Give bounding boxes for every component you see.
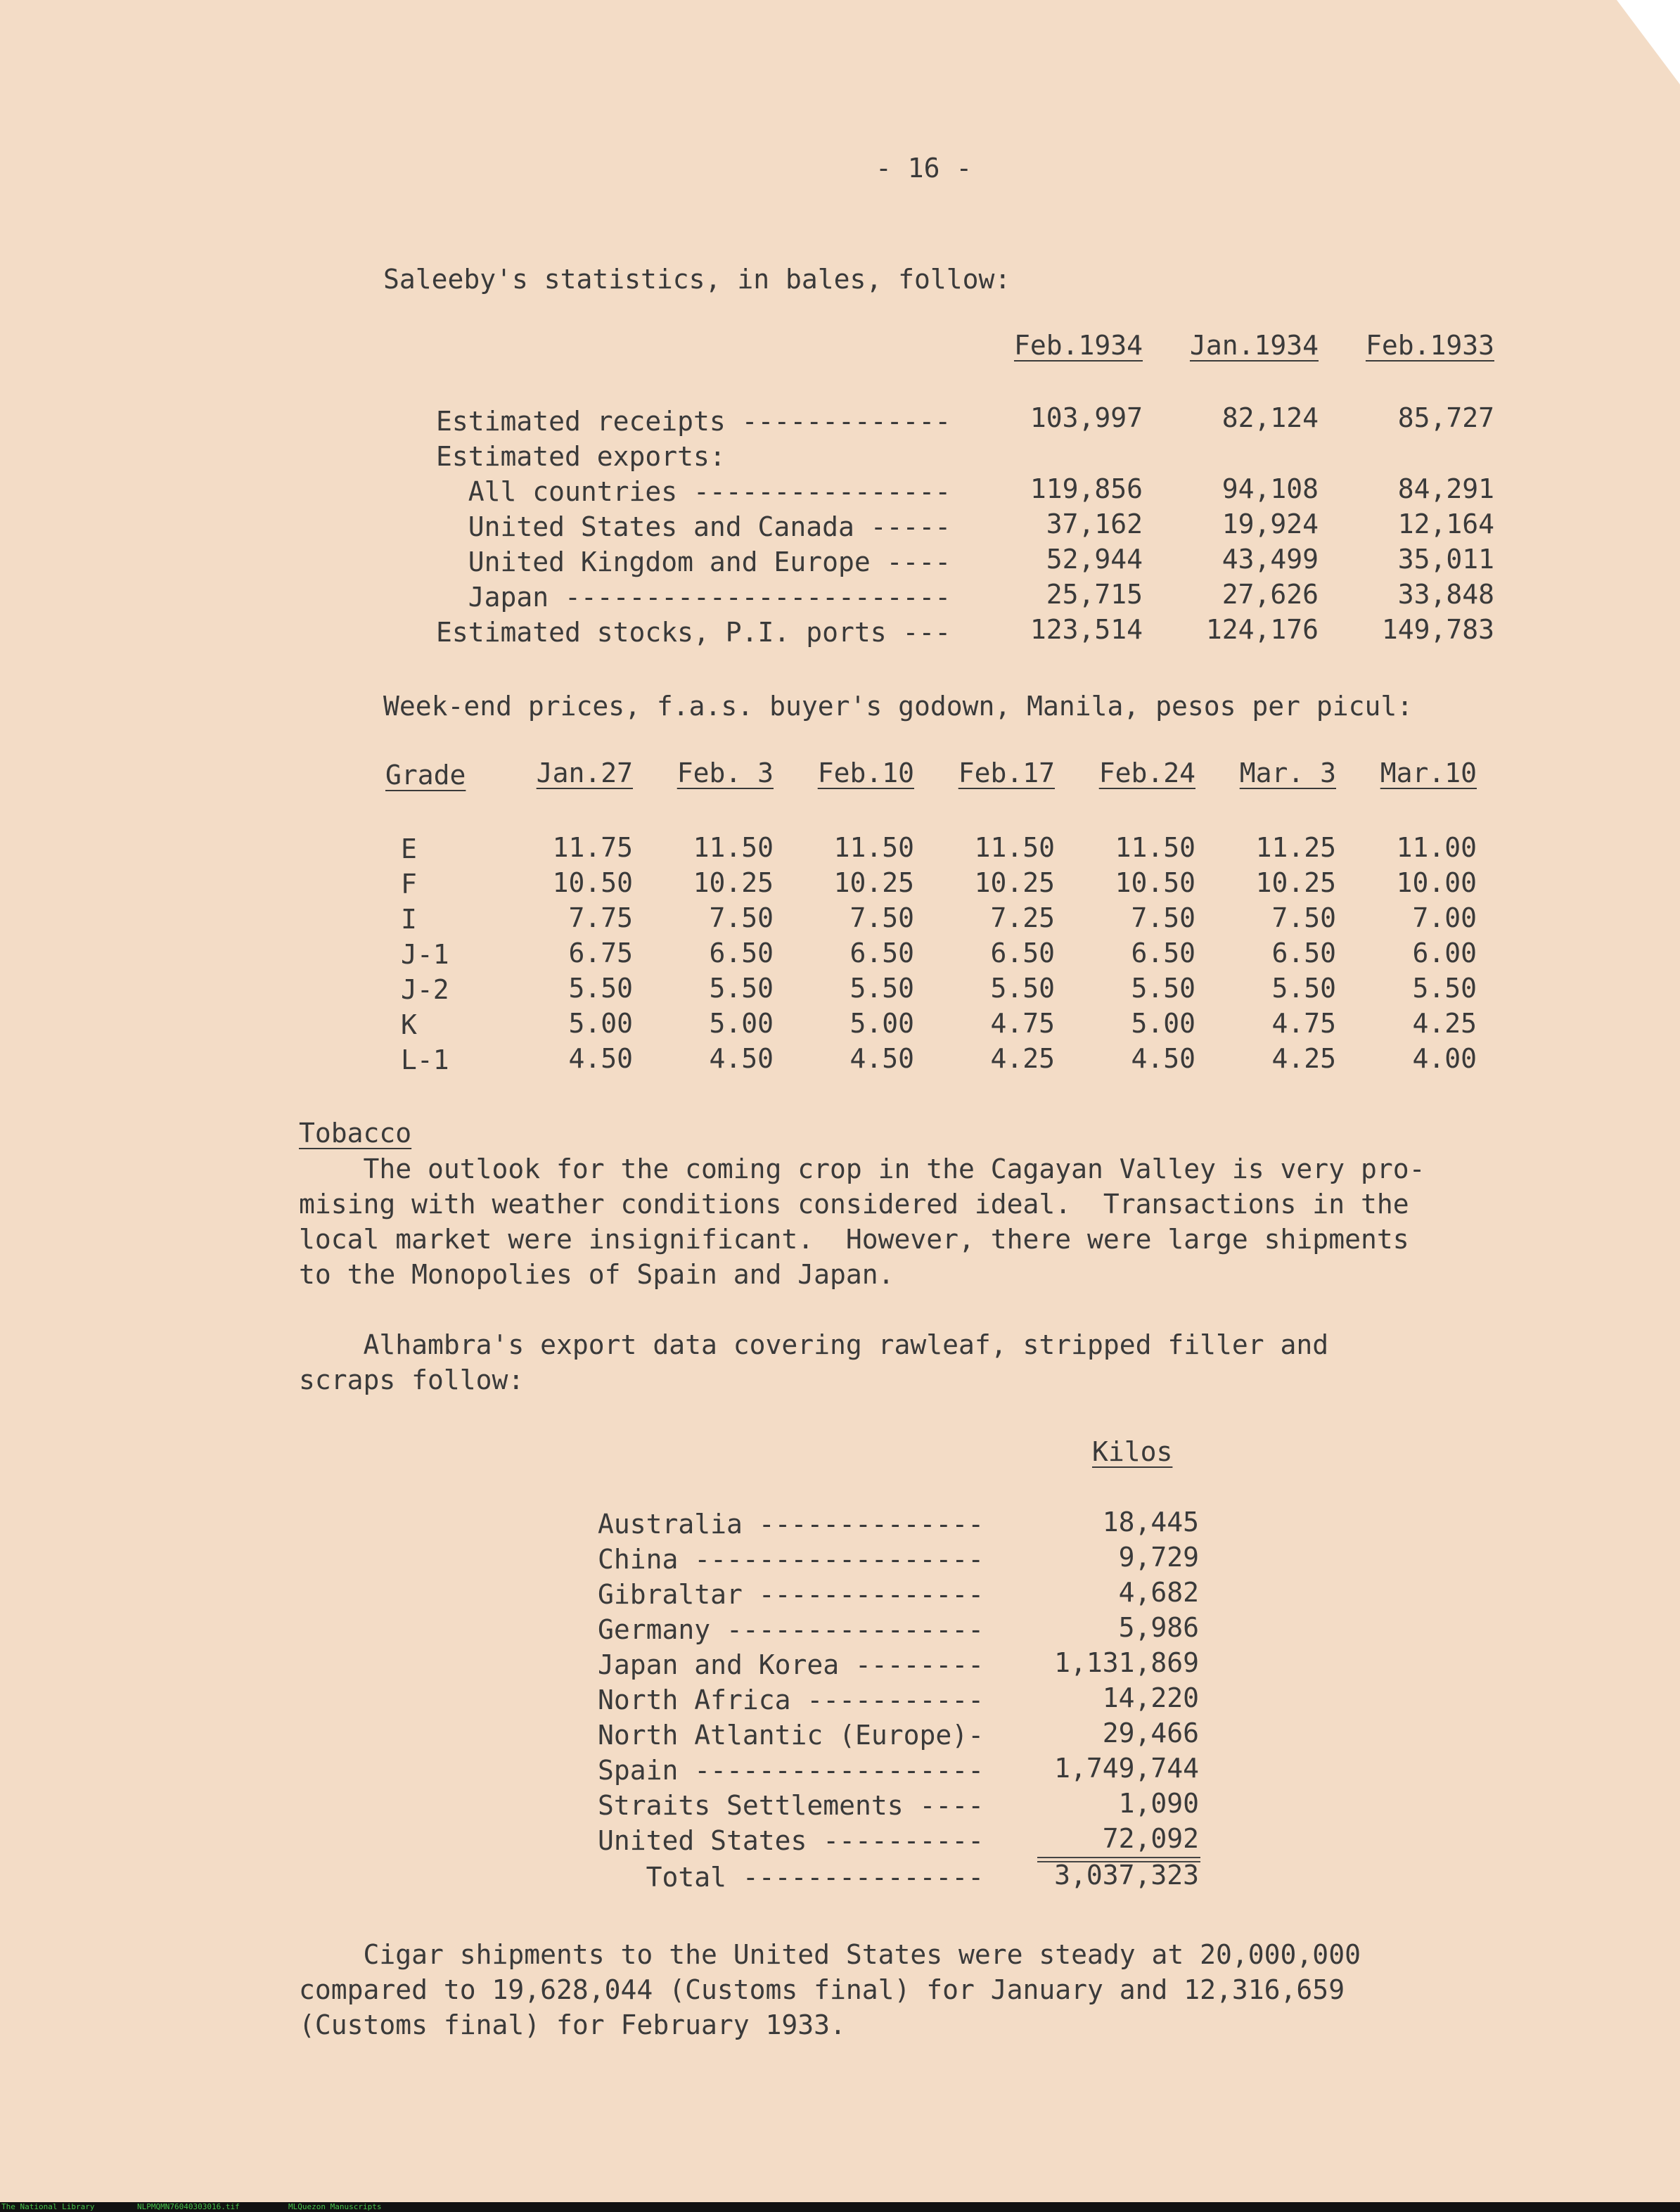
saleeby-row-label: United Kingdom and Europe ---- — [436, 546, 951, 577]
saleeby-value: 37,162 — [1046, 509, 1143, 539]
price-value: 11.50 — [693, 832, 774, 863]
tobacco-paragraph-line: to the Monopolies of Spain and Japan. — [299, 1259, 894, 1290]
price-value: 11.50 — [1115, 832, 1195, 863]
tobacco-paragraph-line: local market were insignificant. However, there were large shipments — [299, 1224, 1409, 1255]
export-kilos: 5,986 — [1118, 1612, 1199, 1643]
price-header-date: Feb. 3 — [677, 757, 774, 788]
price-value: 10.25 — [693, 867, 774, 898]
saleeby-value: 33,848 — [1397, 579, 1494, 610]
saleeby-col-header: Feb.1933 — [1365, 330, 1494, 361]
price-value: 7.50 — [1131, 902, 1195, 933]
price-value: 11.50 — [833, 832, 914, 863]
saleeby-value: 27,626 — [1221, 579, 1319, 610]
saleeby-value: 103,997 — [1030, 402, 1143, 433]
price-grade: E — [401, 833, 417, 864]
tobacco-paragraph-line: mising with weather conditions considered ideal. Transactions in the — [299, 1189, 1409, 1220]
price-value: 10.50 — [552, 867, 633, 898]
export-total-label: Total --------------- — [598, 1862, 985, 1893]
price-value: 7.50 — [1271, 902, 1336, 933]
price-value: 11.50 — [974, 832, 1055, 863]
price-value: 4.50 — [1131, 1043, 1195, 1074]
export-kilos: 4,682 — [1118, 1577, 1199, 1608]
tobacco-paragraph-line: The outlook for the coming crop in the Cagayan Valley is very pro- — [299, 1153, 1425, 1184]
saleeby-col-header: Jan.1934 — [1189, 330, 1319, 361]
saleeby-row-label: All countries ---------------- — [436, 476, 951, 507]
export-country: Gibraltar -------------- — [598, 1579, 985, 1610]
page-number: - 16 - — [876, 153, 973, 184]
saleeby-col-header: Feb.1934 — [1013, 330, 1143, 361]
price-value: 5.50 — [990, 973, 1055, 1004]
export-country: United States ---------- — [598, 1825, 985, 1856]
price-value: 6.00 — [1412, 938, 1477, 968]
price-value: 7.75 — [568, 902, 633, 933]
price-value: 7.50 — [709, 902, 774, 933]
export-kilos: 1,131,869 — [1054, 1647, 1199, 1678]
export-kilos: 29,466 — [1102, 1718, 1199, 1748]
saleeby-value: 119,856 — [1030, 473, 1143, 504]
price-header-date: Jan.27 — [536, 757, 633, 788]
price-grade: I — [401, 904, 417, 935]
export-kilos: 1,090 — [1118, 1788, 1199, 1819]
export-kilos: 14,220 — [1102, 1682, 1199, 1713]
saleeby-value: 12,164 — [1397, 509, 1494, 539]
price-grade: J-1 — [401, 939, 449, 970]
saleeby-value: 149,783 — [1381, 614, 1494, 645]
price-value: 6.75 — [568, 938, 633, 968]
saleeby-value: 19,924 — [1221, 509, 1319, 539]
archive-footer-bar — [0, 2202, 1680, 2212]
saleeby-row-label: Japan ------------------------ — [436, 582, 951, 613]
price-value: 4.75 — [990, 1008, 1055, 1039]
price-value: 10.25 — [1255, 867, 1336, 898]
saleeby-value: 94,108 — [1221, 473, 1319, 504]
export-country: Australia -------------- — [598, 1509, 985, 1540]
saleeby-row-label: United States and Canada ----- — [436, 511, 951, 542]
price-value: 7.25 — [990, 902, 1055, 933]
price-value: 10.25 — [833, 867, 914, 898]
export-country: Straits Settlements ---- — [598, 1790, 985, 1821]
price-value: 5.50 — [1412, 973, 1477, 1004]
export-country: North Africa ----------- — [598, 1684, 985, 1715]
footer-library: The National Library — [1, 2202, 95, 2211]
price-value: 11.25 — [1255, 832, 1336, 863]
price-header-date: Feb.17 — [958, 757, 1055, 788]
cigar-paragraph-line: Cigar shipments to the United States were steady at 20,000,000 — [299, 1939, 1361, 1970]
price-value: 6.50 — [1131, 938, 1195, 968]
price-value: 11.75 — [552, 832, 633, 863]
price-value: 10.25 — [974, 867, 1055, 898]
export-country: Germany ---------------- — [598, 1614, 985, 1645]
tobacco-paragraph-line: scraps follow: — [299, 1364, 525, 1395]
price-value: 6.50 — [709, 938, 774, 968]
price-value: 10.00 — [1396, 867, 1477, 898]
saleeby-row-label: Estimated exports: — [436, 441, 726, 472]
price-value: 5.50 — [709, 973, 774, 1004]
price-header-date: Mar.10 — [1380, 757, 1477, 788]
saleeby-value: 124,176 — [1205, 614, 1319, 645]
cigar-paragraph-line: (Customs final) for February 1933. — [299, 2009, 846, 2040]
saleeby-value: 123,514 — [1030, 614, 1143, 645]
saleeby-intro: Saleeby's statistics, in bales, follow: — [383, 264, 1011, 295]
price-value: 5.50 — [568, 973, 633, 1004]
price-value: 4.75 — [1271, 1008, 1336, 1039]
saleeby-row-label: Estimated stocks, P.I. ports --- — [436, 617, 951, 648]
tobacco-paragraph-line: Alhambra's export data covering rawleaf, stripped filler and — [299, 1329, 1329, 1360]
price-value: 4.25 — [1412, 1008, 1477, 1039]
export-total-value: 3,037,323 — [1054, 1860, 1199, 1891]
price-value: 4.50 — [849, 1043, 914, 1074]
price-value: 4.50 — [709, 1043, 774, 1074]
price-value: 10.50 — [1115, 867, 1195, 898]
price-value: 11.00 — [1396, 832, 1477, 863]
saleeby-value: 85,727 — [1397, 402, 1494, 433]
price-value: 5.00 — [709, 1008, 774, 1039]
price-value: 5.50 — [1271, 973, 1336, 1004]
export-country: North Atlantic (Europe)- — [598, 1720, 985, 1751]
export-country: China ------------------ — [598, 1544, 985, 1575]
footer-filename: NLPMQMN76040303016.tif — [137, 2202, 240, 2211]
saleeby-row-label: Estimated receipts ------------- — [436, 406, 951, 437]
kilos-header: Kilos — [1092, 1436, 1173, 1467]
page-corner — [1617, 0, 1680, 84]
price-value: 4.25 — [990, 1043, 1055, 1074]
price-value: 5.00 — [849, 1008, 914, 1039]
export-country: Japan and Korea -------- — [598, 1649, 985, 1680]
price-value: 7.50 — [849, 902, 914, 933]
price-value: 7.00 — [1412, 902, 1477, 933]
tobacco-heading: Tobacco — [299, 1118, 412, 1149]
price-value: 4.25 — [1271, 1043, 1336, 1074]
price-grade: K — [401, 1009, 417, 1040]
price-header-grade: Grade — [385, 760, 466, 791]
total-rule — [1037, 1857, 1200, 1858]
price-grade: F — [401, 869, 417, 900]
export-kilos: 9,729 — [1118, 1542, 1199, 1573]
price-header-date: Feb.24 — [1098, 757, 1195, 788]
export-kilos: 18,445 — [1102, 1507, 1199, 1537]
export-kilos: 72,092 — [1102, 1823, 1199, 1854]
prices-intro: Week-end prices, f.a.s. buyer's godown, Manila, pesos per picul: — [383, 691, 1413, 722]
price-value: 5.00 — [568, 1008, 633, 1039]
saleeby-value: 43,499 — [1221, 544, 1319, 575]
saleeby-value: 84,291 — [1397, 473, 1494, 504]
export-kilos: 1,749,744 — [1054, 1753, 1199, 1784]
price-value: 5.00 — [1131, 1008, 1195, 1039]
cigar-paragraph-line: compared to 19,628,044 (Customs final) for January and 12,316,659 — [299, 1974, 1345, 2005]
price-header-date: Feb.10 — [817, 757, 914, 788]
price-value: 4.00 — [1412, 1043, 1477, 1074]
price-grade: L-1 — [401, 1044, 449, 1075]
price-value: 4.50 — [568, 1043, 633, 1074]
price-grade: J-2 — [401, 974, 449, 1005]
footer-collection: MLQuezon Manuscripts — [288, 2202, 382, 2211]
price-value: 6.50 — [1271, 938, 1336, 968]
saleeby-value: 82,124 — [1221, 402, 1319, 433]
price-value: 6.50 — [849, 938, 914, 968]
price-header-date: Mar. 3 — [1239, 757, 1336, 788]
saleeby-value: 25,715 — [1046, 579, 1143, 610]
price-value: 6.50 — [990, 938, 1055, 968]
saleeby-value: 52,944 — [1046, 544, 1143, 575]
price-value: 5.50 — [1131, 973, 1195, 1004]
saleeby-value: 35,011 — [1397, 544, 1494, 575]
export-country: Spain ------------------ — [598, 1755, 985, 1786]
price-value: 5.50 — [849, 973, 914, 1004]
